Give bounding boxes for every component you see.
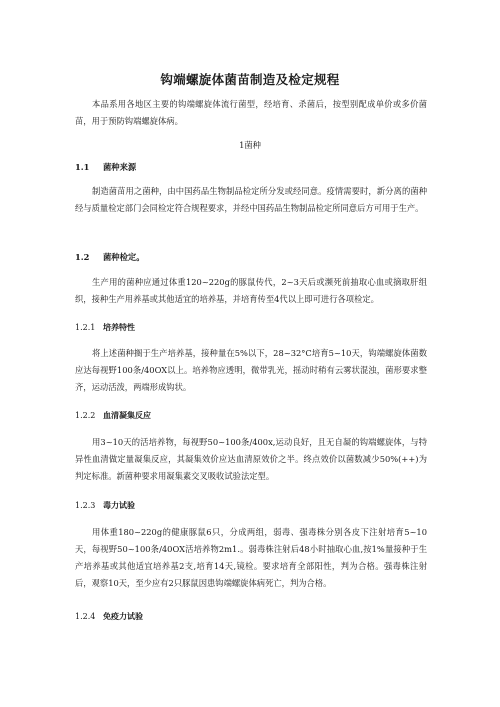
- section-1-2-1-body: 将上述菌种搁于生产培养基，接种量在5%以下，28~32°C培育5~10天，钩端螺旋体菌数应达每视野100条/40OX以上。培养物应透明，微带乳光，摇动时稍有云雾状混浊，菌形要求整齐，运动活泼，两端形成钩状。: [75, 348, 427, 392]
- section-title: 毒力试验: [103, 500, 135, 510]
- section-number: 1.1: [75, 162, 90, 172]
- section-title: 菌种来源: [103, 162, 137, 172]
- section-1-1-body: 制造菌苗用之菌种，由中国药品生物制品检定所分发或经同意。疫情需要时，新分离的菌种经与质量检定部门会同检定符合规程要求，并经中国药品生物制品检定所同意后方可用于生产。: [75, 186, 427, 213]
- section-1-2-2-heading: [75, 410, 427, 421]
- section-title: 培养特性: [103, 322, 135, 332]
- section-1-2-3-heading: [75, 500, 427, 511]
- section-number: 1.2: [75, 252, 90, 262]
- section-number: 1.2.3: [75, 501, 96, 510]
- section-1-heading: 1菌种: [239, 140, 261, 150]
- section-number: 1.2.4: [75, 612, 96, 621]
- section-title: 免疫力试验: [103, 611, 143, 621]
- section-1-2-1-heading: [75, 322, 427, 333]
- section-1-1-heading: [75, 161, 427, 173]
- section-1-2-3-body: 用体重180~220g的健康豚鼠6只，分成两组，弱毒、强毒株分别各皮下注射培育5~10天，每视野50~100条/40OX活培养物2m1.。弱毒株注射后48小时抽取心血,按1%量接种于生产培养基或其他适宜培养基2支,培育14天,镜检。要求培育全部阳性，判为合格。强毒株注射后，观察10天，至少应有2只豚鼠因患钩端螺旋体病死亡，判为合格。: [75, 527, 427, 588]
- intro-paragraph: 本品系用各地区主要的钩端螺旋体流行菌型，经培育、杀菌后，按型别配成单价或多价菌苗，用于预防钩端螺旋体病。: [75, 99, 427, 126]
- section-1-2-body: 生产用的菌种应通过体重120~220g的豚鼠传代，2~3天后或濒死前抽取心血或摘取肝组织，接种生产用养基或其他适宜的培养基，并培育传至4代以上即可进行各项检定。: [75, 277, 427, 304]
- section-1-2-heading: [75, 251, 427, 263]
- section-1-2-4-heading: [75, 611, 427, 622]
- section-title: 菌种检定。: [103, 252, 145, 262]
- section-number: 1.2.1: [75, 323, 96, 332]
- section-number: 1.2.2: [75, 411, 96, 420]
- document-title: 钩端螺旋体菌苗制造及检定规程: [160, 72, 340, 87]
- section-1-2-2-body: 用3~10天的活培养物，每视野50~100条/400x,运动良好，且无自凝的钩端螺旋体，与特异性血清做定量凝集反应，其凝集效价应达血清原效价之半。终点效价以菌数减少50%(++)为判定标准。新菌种要求用凝集素交叉吸收试验法定型。: [75, 437, 427, 481]
- section-title: 血清凝集反应: [103, 410, 151, 420]
